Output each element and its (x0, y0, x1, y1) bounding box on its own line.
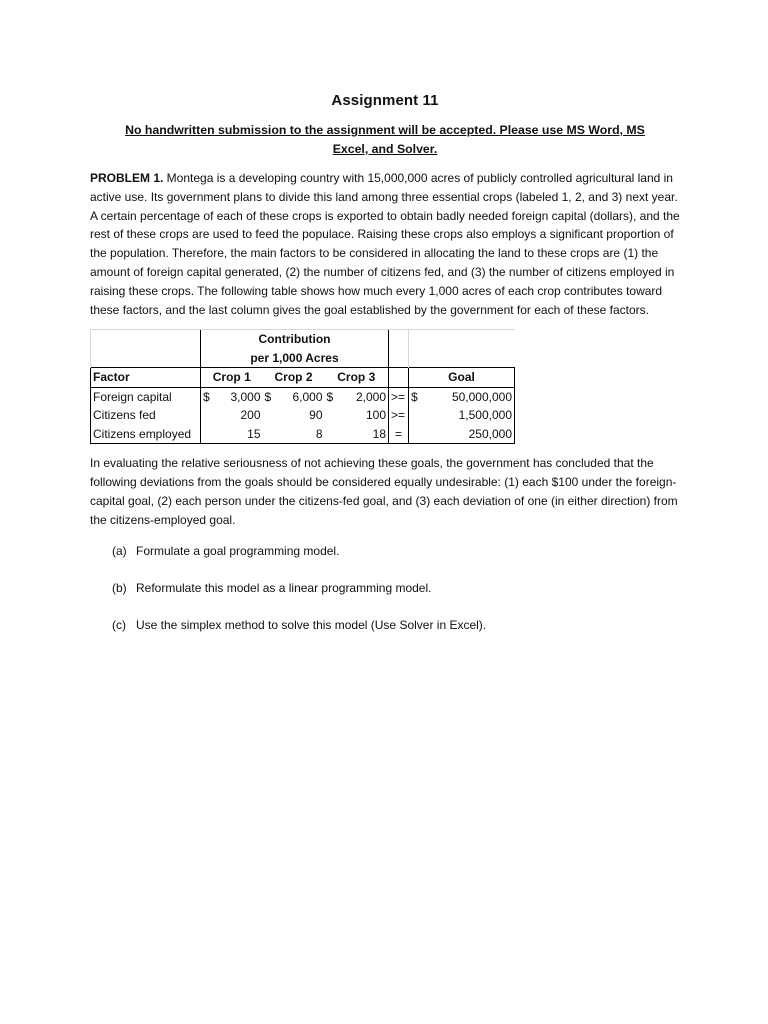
table-cell-empty (389, 349, 409, 368)
currency-cell (409, 406, 423, 425)
crop-1-value: 15 (215, 425, 263, 444)
operator-cell: = (389, 425, 409, 444)
notice-line-2: Excel, and Solver. (332, 142, 438, 156)
factor-header: Factor (91, 368, 201, 388)
goal-value: 250,000 (423, 425, 515, 444)
table-row (91, 425, 515, 444)
task-text: Reformulate this model as a linear programming model. (136, 580, 432, 595)
contribution-header-line-1: Contribution (201, 330, 389, 349)
submission-notice (90, 121, 680, 159)
currency-cell: $ (326, 389, 334, 404)
currency-cell: $ (264, 389, 272, 404)
page-title: Assignment 11 (331, 92, 439, 109)
task-marker: (b) (112, 580, 127, 595)
list-item (90, 616, 680, 634)
document-page (90, 92, 680, 653)
currency-cell (263, 406, 277, 425)
crop-1-value: 3,000 (230, 389, 261, 404)
problem-paragraph (90, 169, 680, 319)
crop-2-value: 8 (277, 425, 325, 444)
task-marker: (c) (112, 617, 126, 632)
contribution-header-line-2: per 1,000 Acres (201, 349, 389, 368)
currency-cell (201, 406, 215, 425)
task-list (90, 542, 680, 634)
operator-cell: >= (389, 406, 409, 425)
factor-cell: Citizens employed (91, 425, 201, 444)
table-cell-empty (389, 330, 409, 349)
table-cell-empty (409, 330, 515, 349)
contribution-table (90, 329, 515, 444)
crop-1-value: 200 (240, 408, 261, 423)
goal-value: 50,000,000 (423, 387, 515, 406)
crop-3-value: 2,000 (355, 389, 386, 404)
currency-cell: $ (203, 389, 210, 404)
table-cell-empty (91, 330, 201, 349)
crop-3-value: 18 (339, 425, 389, 444)
contribution-table-wrapper (90, 329, 680, 444)
currency-cell (325, 406, 339, 425)
currency-cell (201, 425, 215, 444)
table-cell-empty (389, 368, 409, 388)
currency-cell (409, 425, 423, 444)
table-header-row-2 (91, 349, 515, 368)
table-column-header-row (91, 368, 515, 388)
operator-cell: >= (389, 387, 409, 406)
goal-value: 1,500,000 (423, 406, 515, 425)
table-row (91, 387, 515, 406)
notice-line-1: No handwritten submission to the assignment will be accepted. Please use MS Word, MS (125, 123, 645, 137)
factor-cell: Citizens fed (91, 406, 201, 425)
crop-2-value: 6,000 (292, 389, 323, 404)
task-text: Use the simplex method to solve this model (Use Solver in Excel). (136, 617, 487, 632)
task-text: Formulate a goal programming model. (136, 543, 340, 558)
crop-3-value: 100 (365, 408, 386, 423)
table-row (91, 406, 515, 425)
currency-cell: $ (409, 387, 423, 406)
crop-3-header: Crop 3 (325, 368, 389, 388)
task-marker: (a) (112, 543, 127, 558)
list-item (90, 579, 680, 597)
problem-label: PROBLEM 1. (90, 171, 164, 185)
crop-1-header: Crop 1 (201, 368, 263, 388)
currency-cell (263, 425, 277, 444)
crop-2-value: 90 (309, 408, 323, 423)
table-cell-empty (91, 349, 201, 368)
crop-2-header: Crop 2 (263, 368, 325, 388)
evaluation-paragraph: In evaluating the relative seriousness of not achieving these goals, the government has concluded that the following deviations from the goals should be considered equally undesirable: (1) each $100 under the foreign-capital goal, (2) each person under the citizens-fed goal, and (3) each deviation of one (in either direction) from the citizens-employed goal. (90, 456, 678, 527)
goal-header: Goal (409, 368, 515, 388)
problem-text: Montega is a developing country with 15,000,000 acres of publicly controlled agricultural land in active use. Its government plans to divide this land among three essential crops (labeled 1, 2, and 3) next year. A certain percentage of each of these crops is exported to obtain badly needed foreign capital (dollars), and the rest of these crops are used to feed the populace. Raising these crops also employs a significant proportion of the population. Therefore, the main factors to be considered in allocating the land to these crops are (1) the amount of foreign capital generated, (2) the number of citizens fed, and (3) the number of citizens employed in raising these crops. The following table shows how much every 1,000 acres of each crop contributes toward these factors, and the last column gives the goal established by the government for each of these factors. (90, 171, 680, 317)
list-item (90, 542, 680, 560)
factor-cell: Foreign capital (91, 387, 201, 406)
table-cell-empty (409, 349, 515, 368)
currency-cell (325, 425, 339, 444)
table-header-row-1 (91, 330, 515, 349)
